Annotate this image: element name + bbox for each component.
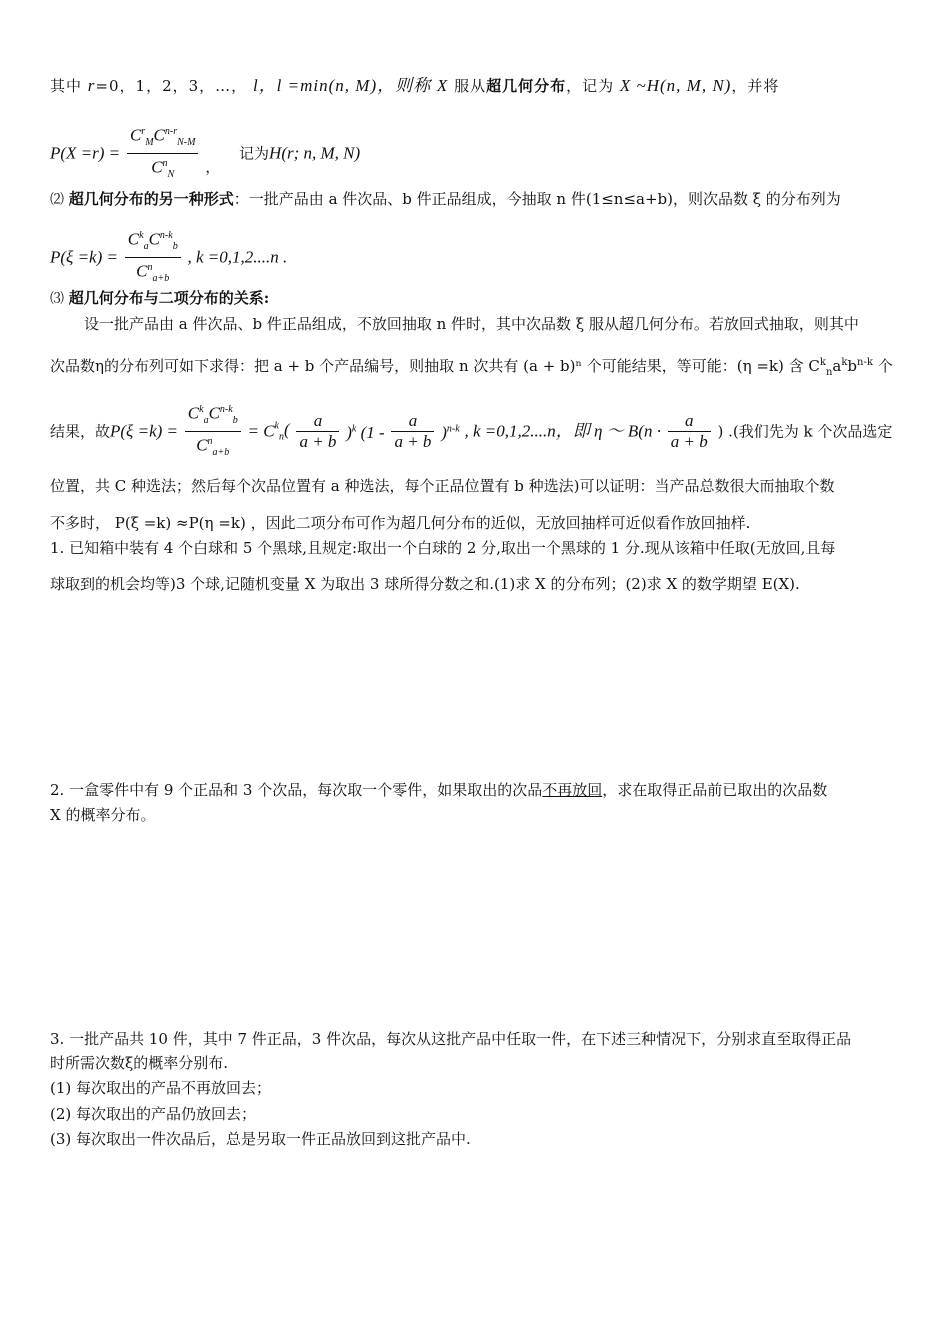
section2-formula-rhs: , k =0,1,2....n . [187,247,288,267]
question-3-item1: (1) 每次取出的产品不再放回去； [50,1079,272,1097]
section3-formula: 结果，故P(ξ =k) = $\frac{C^k_aC^{n-k}_b}{C^n_{a+b}}$ = $C^k_n$( $\frac{a}{a + b}$ )$^k$ (1 - $\frac{a}{a + b}$ )$^{n-k}$ , k =0,1,2....n，即 η ～ B(n · $\frac{a}{a + b}$ ) .(我们先为 k 个次品选定 [50,400,902,452]
formula-fraction: $\frac{C^r_MC^{n-r}_{N-M}}{C^n_N}$ [127,122,199,185]
section3-para5: 不多时， P(ξ =k) ≈P(η =k) ，因此二项分布可作为超几何分布的近似，无放回抽样可近似看作放回抽样. [50,514,751,532]
section3-colon: : [263,289,270,307]
section3-heading [50,287,902,310]
formula-num: C [129,125,142,145]
intro-lmin: ，l =min(n, M)，则称 [258,76,432,95]
question-2-text-b: ，求在取得正品前已取出的次品数 [602,781,828,799]
intro-text-d: ，并将 [731,77,780,95]
var-l: l [252,76,259,95]
section2-title: 超几何分布的另一种形式 [68,190,234,208]
formula-label: 记为 [239,144,270,163]
intro-values: =0，1，2，3，…， [95,77,248,95]
section2-heading [50,188,902,211]
formula-rhs: H(r; n, M, N) [269,143,361,163]
section3-p3e: ) .(我们先为 k 个次品选定 [717,422,893,441]
term-hypergeometric: 超几何分布 [486,77,567,95]
section3-title: 超几何分布与二项分布的关系 [68,289,264,307]
section3-fraction-2: $\frac{a}{a + b}$ [296,411,339,452]
question-1-line1: 1. 已知箱中装有 4 个白球和 5 个黑球,且规定:取出一个白球的 2 分,取出一个黑球的 1 分.现从该箱中任取(无放回,且每 [50,539,836,557]
section2-formula-lhs: P(ξ =k) = [50,247,118,267]
section3-marker: ⑶ [50,291,64,307]
question-3-item3: (3) 每次取出一件次品后，总是另取一件正品放回到这批产品中. [50,1130,471,1148]
var-X: X [436,76,449,95]
intro-text-b: 服从 [454,77,487,95]
var-r: r [87,76,96,95]
section3-p2b: 个 [877,357,893,375]
section2-fraction: $\frac{C^k_aC^{n-k}_b}{C^n_{a+b}}$ [125,226,181,289]
question-2-line2: X 的概率分布。 [50,806,156,824]
section3-para4: 位置，共 C 种选法；然后每个次品位置有 a 种选法，每个正品位置有 b 种选法)可以证明：当产品总数很大而抽取个数 [50,477,835,495]
intro-notation: X ~H(n, M, N) [619,76,732,95]
intro-text: 其中 [50,77,83,95]
section3-para2: 次品数η的分布列可如下求得：把 a + b 个产品编号，则抽取 n 次共有 (a + b)ⁿ 个可能结果，等可能：(η =k) 含 $C^k_na^kb^{n-k}$ 个 [50,357,893,378]
question-3-item2: (2) 每次取出的产品仍放回去； [50,1105,257,1123]
question-2-text-a: 2. 一盒零件中有 9 个正品和 3 个次品，每次取一个零件，如果取出的次品 [50,781,543,799]
question-2-underlined: 不再放回 [542,781,603,799]
formula-den: C [151,157,163,177]
section3-p3d: , k =0,1,2....n，即 η ～ B(n · [464,421,661,441]
question-2-line1 [50,779,902,801]
formula-hypergeometric [50,122,902,181]
question-3-line2: 时所需次数ξ的概率分别布. [50,1054,229,1072]
question-3-line1: 3. 一批产品共 10 件，其中 7 件正品，3 件次品，每次从这批产品中任取一件，在下述三种情况下，分别求直至取得正品 [50,1030,852,1048]
section2-marker: ⑵ [50,192,64,208]
intro-line [50,75,902,97]
section3-p2a: 次品数η的分布列可如下求得：把 a + b 个产品编号，则抽取 n 次共有 (a + b)ⁿ 个可能结果，等可能：(η =k) 含 C [50,357,820,375]
section3-p3a: 结果，故 [50,422,111,441]
section3-p3b: P(ξ =k) = [110,421,178,441]
intro-text-c: ，记为 [566,77,615,95]
formula-comma: ， [205,157,221,176]
section3-para1: 设一批产品由 a 件次品、b 件正品组成，不放回抽取 n 件时，其中次品数 ξ 服从超几何分布。若放回式抽取，则其中 [84,315,859,333]
question-1-line2: 球取到的机会均等)3 个球,记随机变量 X 为取出 3 球所得分数之和.(1)求 X 的分布列；(2)求 X 的数学期望 E(X). [50,575,800,593]
section3-fraction-4: $\frac{a}{a + b}$ [668,411,711,452]
section3-fraction-1: $\frac{C^k_aC^{n-k}_b}{C^n_{a+b}}$ [185,400,241,463]
formula-lhs: P(X =r) = [50,143,121,163]
section2-text: ：一批产品由 a 件次品、b 件正品组成，今抽取 n 件(1≤n≤a+b)，则次品数 ξ 的分布列为 [233,190,841,208]
section3-fraction-3: $\frac{a}{a + b}$ [391,411,434,452]
section3-p3c: = C [247,421,275,441]
section2-formula [50,226,902,285]
